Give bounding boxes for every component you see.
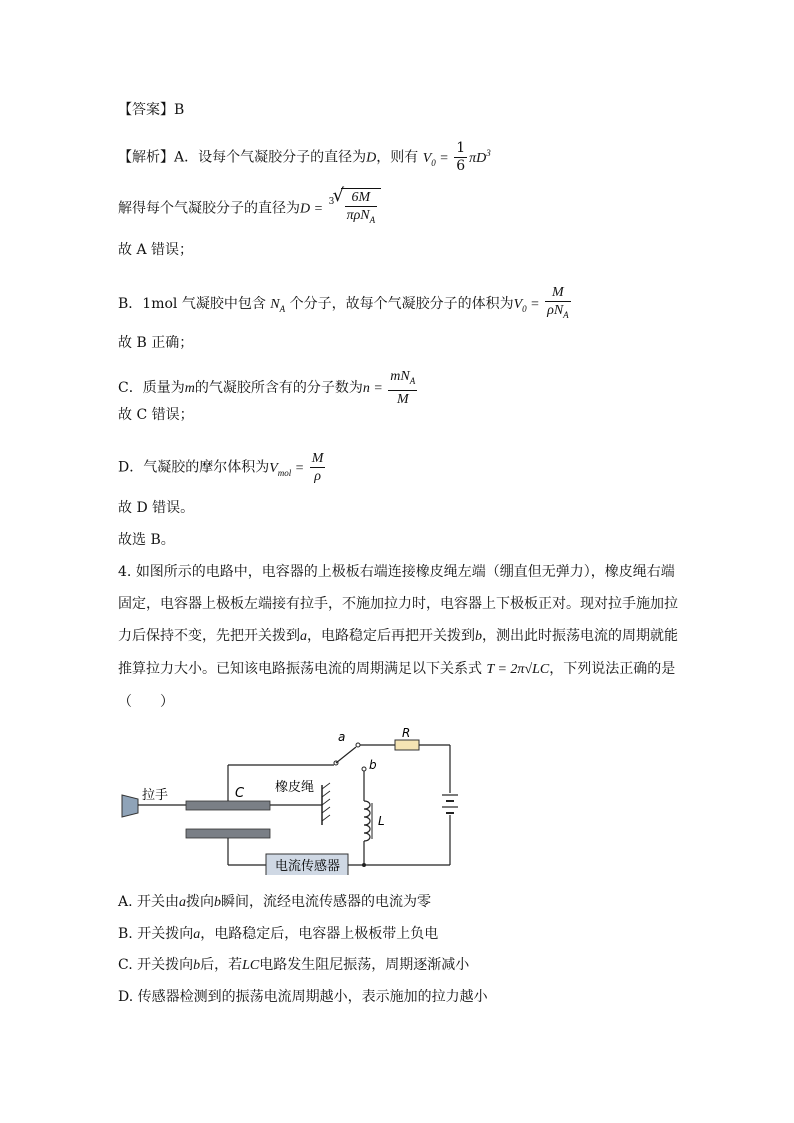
analysis-c-wrong: 故 C 错误； (118, 407, 194, 423)
option-b[interactable] (118, 924, 438, 945)
analysis-choose: 故选 B。 (118, 532, 175, 548)
fraction-m-rho-na: $\frac{M}{\rho N_A}$ (547, 285, 569, 320)
option-c[interactable] (118, 955, 469, 976)
rubber-band-label: 橡皮绳 (275, 780, 315, 795)
formula-n: n = (362, 381, 387, 396)
analysis-c-text2: 的气凝胶所含有的分子数为 (194, 380, 363, 396)
circuit-diagram (110, 725, 470, 875)
handle-icon (122, 795, 138, 817)
var-na: $N_A$ (270, 297, 286, 314)
analysis-a-diam-text: 解得每个气凝胶分子的直径为 (118, 200, 300, 217)
battery-icon (442, 795, 458, 813)
analysis-b-right: 故 B 正确； (118, 335, 194, 351)
option-b-text2: ，电路稳定后，电容器上极板带上负电 (200, 926, 439, 942)
current-sensor-label: 电流传感器 (275, 859, 341, 874)
formula-v0: $V_0$ = (422, 150, 453, 168)
analysis-b-line (118, 284, 573, 324)
option-c-text3: 电路发生阻尼振荡，周期逐渐减小 (259, 957, 470, 973)
option-d-text1: 传感器检测到的振荡电流周期越小，表示施加的拉力越小 (137, 989, 488, 1005)
var-a: a (300, 629, 307, 644)
cube-root-formula: 3 √ $\frac{6M}{\pi\rho N_A}$ (327, 188, 382, 229)
formula-v0-b: $V_0$ = (513, 297, 544, 314)
option-b-v1: a (193, 927, 201, 942)
inductor-coil (364, 801, 370, 841)
question-stem (118, 556, 678, 718)
option-c-letter: C. (118, 957, 133, 973)
analysis-c-line (118, 368, 419, 408)
capacitor-upper-plate (186, 801, 270, 810)
formula-d-eq: D = (300, 201, 327, 217)
formula-period: T = 2π√LC (486, 662, 550, 677)
answer-label: 【答案】 (118, 102, 174, 118)
capacitor-lower-plate (186, 829, 270, 838)
analysis-c-text1: C．质量为 (118, 380, 185, 396)
option-b-letter: B. (118, 926, 133, 942)
analysis-a-text: A．设每个气凝胶分子的直径为 (174, 149, 367, 166)
question-stem-part3: ，测出此时振荡电流的周期就能推算拉力大小。已知该电路振荡电流的周期满足以下关系式 (118, 628, 678, 677)
var-m: m (184, 381, 195, 396)
switch-a-label: a (338, 730, 346, 744)
analysis-b-text1: B．1mol 气凝胶中包含 (118, 296, 266, 312)
resistor (395, 740, 419, 750)
var-b: b (475, 629, 482, 644)
option-c-v2: LC (242, 958, 260, 973)
fraction-1-6: $\frac{1}{6}$ (456, 140, 466, 174)
option-a-text1: 开关由 (137, 894, 180, 910)
analysis-label: 【解析】 (118, 149, 174, 166)
option-d[interactable] (118, 987, 488, 1007)
analysis-a-line (118, 140, 491, 175)
option-b-text1: 开关拨向 (137, 926, 194, 942)
option-c-text2: 后，若 (200, 957, 243, 973)
question-stem-part4: ，下列说法正确的是（ ） (118, 661, 676, 710)
analysis-d-line (118, 450, 327, 485)
fraction-mna-m: $\frac{mN_A}{M}$ (390, 369, 416, 407)
option-a-letter: A. (118, 894, 133, 910)
option-a[interactable] (118, 892, 431, 913)
inductor-label: L (378, 814, 385, 828)
resistor-label: R (402, 726, 411, 740)
var-D: D (366, 150, 377, 166)
switch-b-label: b (369, 758, 377, 772)
answer-line (118, 100, 184, 120)
analysis-a-diameter (118, 185, 381, 229)
question-number: 4. (118, 564, 132, 580)
analysis-d-text: D．气凝胶的摩尔体积为 (118, 459, 270, 476)
answer-value: B (174, 102, 185, 118)
option-c-text1: 开关拨向 (137, 957, 194, 973)
question-stem-part1: 如图所示的电路中，电容器的上极板右端连接橡皮绳左端（绷直但无弹力），橡皮绳右端固定，电容器上极板左端接有拉手，不施加拉力时，电容器上下极板正对。现对拉手施加拉力后保持不变，先把开关拨到 (118, 564, 678, 644)
fraction-m-rho: $\frac{M}{\rho}$ (311, 451, 324, 484)
option-a-v2: b (214, 895, 222, 910)
option-a-v1: a (179, 895, 187, 910)
option-d-letter: D. (118, 989, 134, 1005)
question-stem-part2: ，电路稳定后再把开关拨到 (307, 628, 475, 644)
handle-label: 拉手 (142, 788, 169, 803)
formula-vmol: $V_{mol}$ = (269, 460, 308, 478)
formula-pi-d3: $\pi D^3$ (469, 147, 491, 166)
analysis-a-wrong: 故 A 错误； (118, 242, 194, 258)
option-c-v1: b (193, 958, 201, 973)
analysis-a-then: ，则有 (376, 149, 419, 166)
analysis-d-wrong: 故 D 错误。 (118, 500, 195, 516)
analysis-b-text2: 个分子，故每个气凝胶分子的体积为 (289, 296, 514, 312)
option-a-text2: 拨向 (186, 894, 215, 910)
switch-lever (336, 747, 356, 763)
option-a-text3: 瞬间，流经电流传感器的电流为零 (221, 894, 432, 910)
capacitor-label: C (235, 786, 245, 801)
